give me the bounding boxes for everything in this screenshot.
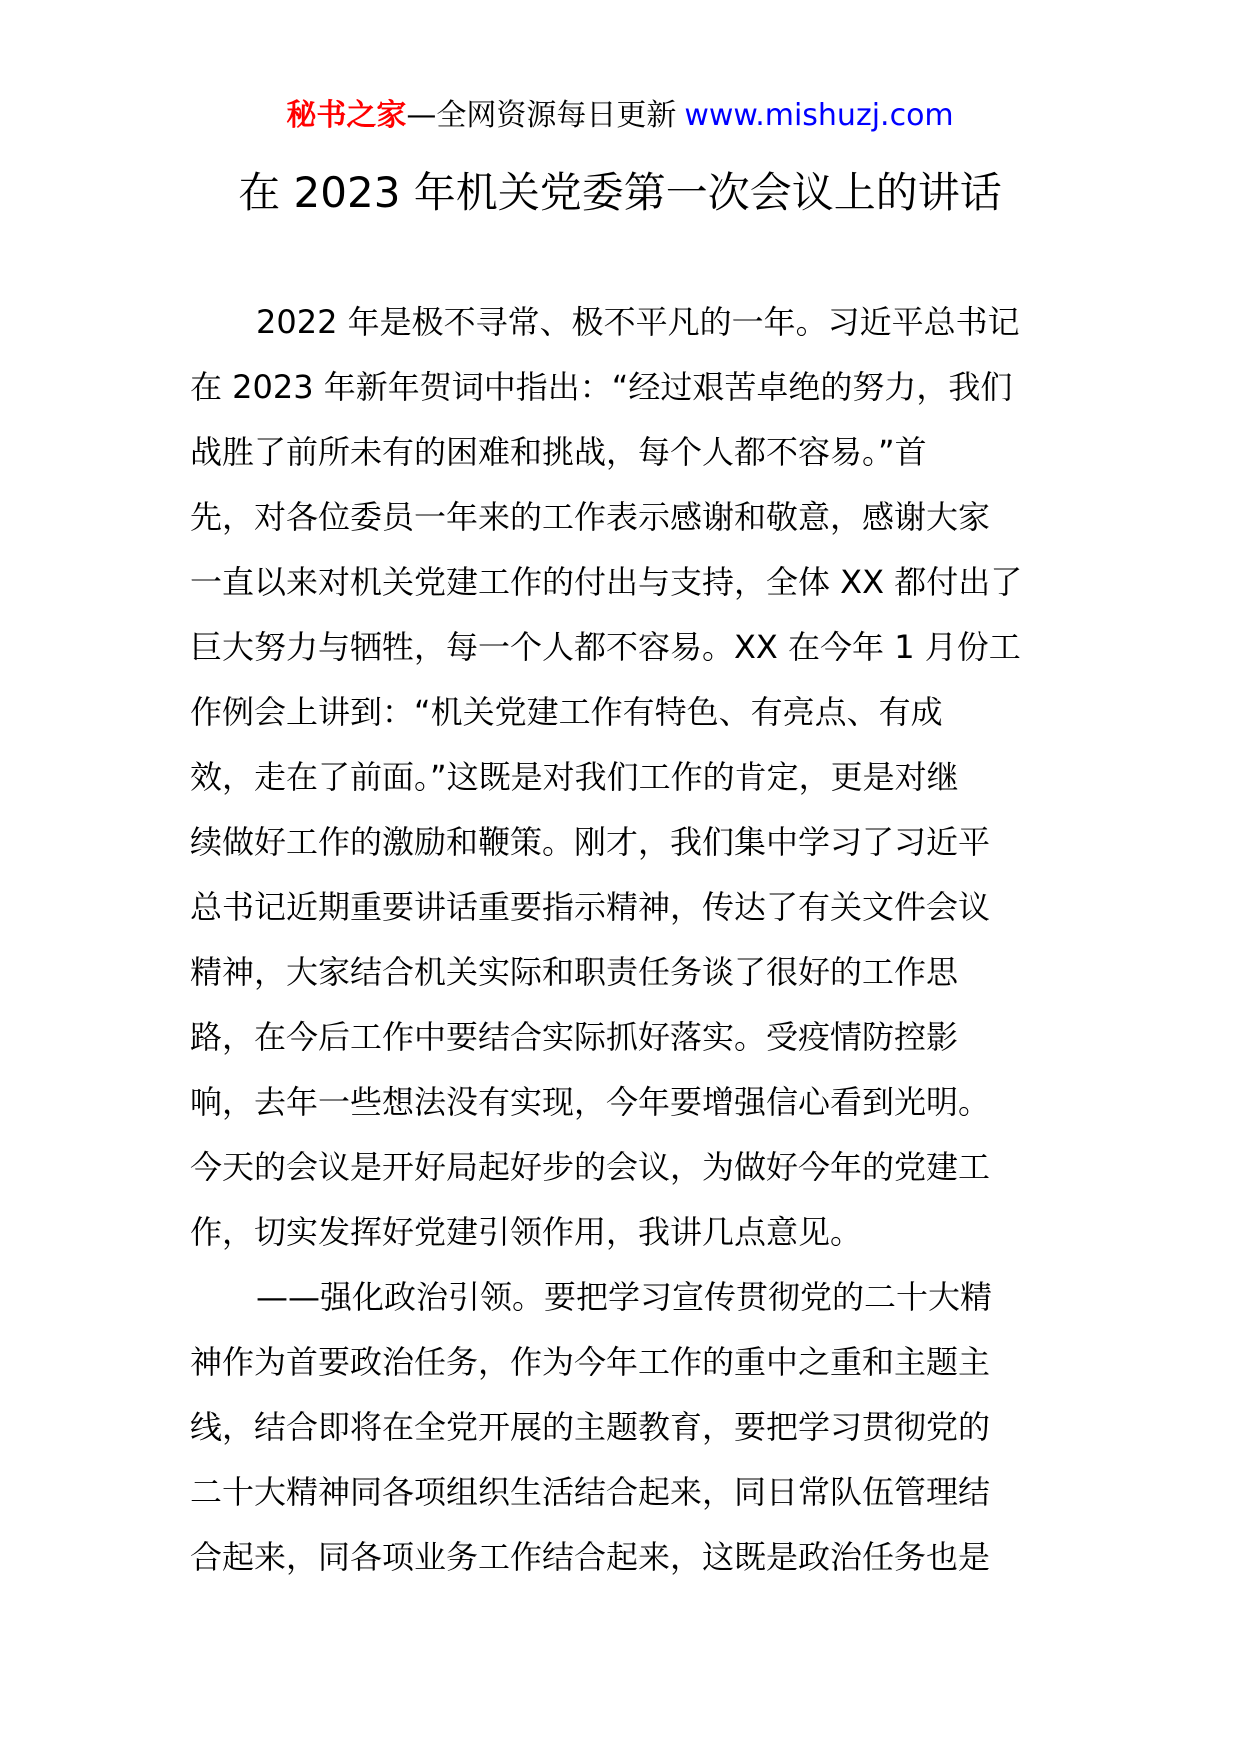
paragraph-line: 在 2023 年新年贺词中指出：“经过艰苦卓绝的努力，我们 [190,368,1013,406]
site-tagline: —全网资源每日更新 [406,98,677,133]
paragraph-line: 一直以来对机关党建工作的付出与支持，全体 XX 都付出了 [190,563,1023,601]
paragraph-line: 巨大努力与牺牲，每一个人都不容易。XX 在今年 1 月份工 [190,628,1021,666]
paragraph-line: 战胜了前所未有的困难和挑战，每个人都不容易。”首 [190,433,927,471]
paragraph-line: 精神，大家结合机关实际和职责任务谈了很好的工作思 [190,953,959,991]
paragraph-line: 作例会上讲到：“机关党建工作有特色、有亮点、有成 [190,693,943,731]
paragraph-line: 合起来，同各项业务工作结合起来，这既是政治任务也是 [190,1538,991,1576]
paragraph-line: 续做好工作的激励和鞭策。刚才，我们集中学习了习近平 [190,823,991,861]
paragraph-line: 先，对各位委员一年来的工作表示感谢和敬意，感谢大家 [190,498,991,536]
site-url-link[interactable]: www.mishuzj.com [684,98,954,133]
watermark-header [0,96,1240,136]
site-brand: 秘书之家 [286,98,407,133]
paragraph-line: 总书记近期重要讲话重要指示精神，传达了有关文件会议 [190,888,991,926]
document-title: 在 2023 年机关党委第一次会议上的讲话 [238,168,1002,217]
paragraph-line: 线，结合即将在全党开展的主题教育，要把学习贯彻党的 [190,1408,991,1446]
paragraph-line: 路，在今后工作中要结合实际抓好落实。受疫情防控影 [190,1018,959,1056]
paragraph-line: 神作为首要政治任务，作为今年工作的重中之重和主题主 [190,1343,991,1381]
paragraph-line: 效，走在了前面。”这既是对我们工作的肯定，更是对继 [190,758,959,796]
document-body [190,290,1060,1590]
paragraph-line: ——强化政治引领。要把学习宣传贯彻党的二十大精 [256,1278,993,1316]
paragraph-line: 作，切实发挥好党建引领作用，我讲几点意见。 [190,1213,863,1251]
paragraph-line: 2022 年是极不寻常、极不平凡的一年。习近平总书记 [256,303,1020,341]
paragraph-line: 今天的会议是开好局起好步的会议，为做好今年的党建工 [190,1148,991,1186]
paragraph-line: 二十大精神同各项组织生活结合起来，同日常队伍管理结 [190,1473,991,1511]
paragraph-line: 响，去年一些想法没有实现，今年要增强信心看到光明。 [190,1083,991,1121]
